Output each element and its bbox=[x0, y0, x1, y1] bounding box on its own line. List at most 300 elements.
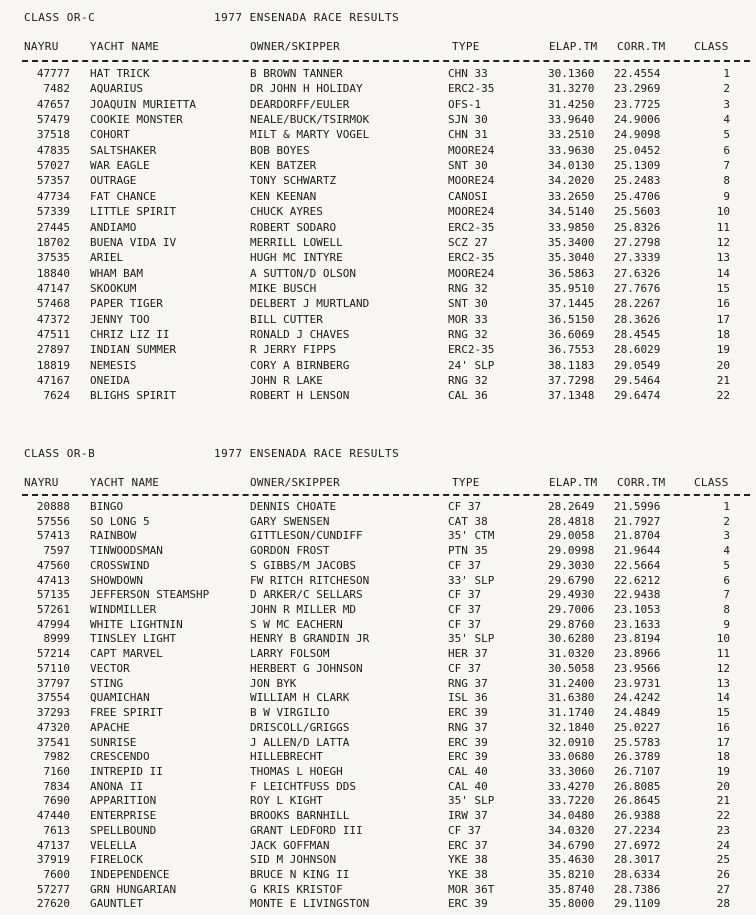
nayru-cell: 57027 bbox=[36, 159, 70, 173]
owner-skipper-cell: BOB BOYES bbox=[250, 143, 310, 157]
elapsed-time-cell: 29.6790 bbox=[548, 573, 595, 587]
type-cell: CF 37 bbox=[448, 603, 482, 617]
yacht-name-cell: WINDMILLER bbox=[90, 603, 157, 617]
class-rank-cell: 11 bbox=[716, 220, 730, 234]
owner-skipper-cell: JOHN R LAKE bbox=[250, 374, 323, 387]
class-rank-cell: 21 bbox=[716, 374, 730, 387]
class-rank-cell: 7 bbox=[723, 159, 730, 173]
nayru-cell: 37919 bbox=[36, 853, 70, 867]
elapsed-time-cell: 34.0130 bbox=[548, 159, 595, 173]
owner-skipper-cell: R JERRY FIPPS bbox=[250, 343, 337, 357]
elapsed-time-cell: 33.7220 bbox=[548, 794, 595, 808]
type-cell: IRW 37 bbox=[448, 809, 488, 823]
table-row bbox=[0, 691, 756, 706]
owner-skipper-cell: RONALD J CHAVES bbox=[250, 327, 350, 341]
nayru-cell: 47137 bbox=[36, 838, 70, 852]
results-title: 1977 ENSENADA RACE RESULTS bbox=[214, 447, 400, 460]
owner-skipper-cell: CORY A BIRNBERG bbox=[250, 358, 350, 372]
nayru-cell: 57479 bbox=[36, 113, 70, 127]
elapsed-time-cell: 35.9510 bbox=[548, 281, 595, 295]
yacht-name-cell: GRN HUNGARIAN bbox=[90, 882, 177, 896]
owner-skipper-cell: DELBERT J MURTLAND bbox=[250, 297, 370, 311]
nayru-cell: 37518 bbox=[36, 128, 70, 142]
type-cell: ERC 39 bbox=[448, 735, 488, 749]
nayru-cell: 47560 bbox=[36, 558, 70, 572]
owner-skipper-cell: MIKE BUSCH bbox=[250, 281, 317, 295]
yacht-name-cell: SO LONG 5 bbox=[90, 514, 150, 528]
owner-skipper-cell: B BROWN TANNER bbox=[250, 67, 343, 80]
nayru-cell: 57556 bbox=[36, 514, 70, 528]
type-cell: MOORE24 bbox=[448, 174, 495, 188]
yacht-name-cell: CRESCENDO bbox=[90, 750, 150, 764]
table-row bbox=[0, 897, 756, 912]
elapsed-time-cell: 31.0320 bbox=[548, 647, 595, 661]
header-divider bbox=[22, 494, 750, 496]
type-cell: 35' SLP bbox=[448, 632, 495, 646]
elapsed-time-cell: 30.1360 bbox=[548, 67, 595, 80]
yacht-name-cell: ARIEL bbox=[90, 251, 124, 265]
elapsed-time-cell: 35.8210 bbox=[548, 868, 595, 881]
table-row bbox=[0, 809, 756, 824]
elapsed-time-cell: 34.0320 bbox=[548, 823, 595, 837]
owner-skipper-cell: HILLEBRECHT bbox=[250, 750, 323, 764]
table-row bbox=[0, 647, 756, 662]
header-type: TYPE bbox=[452, 476, 480, 489]
yacht-name-cell: LITTLE SPIRIT bbox=[90, 205, 177, 219]
corrected-time-cell: 28.4545 bbox=[614, 327, 661, 341]
elapsed-time-cell: 28.2649 bbox=[548, 500, 595, 513]
class-rank-cell: 8 bbox=[723, 174, 730, 188]
yacht-name-cell: CHRIZ LIZ II bbox=[90, 327, 170, 341]
yacht-name-cell: PAPER TIGER bbox=[90, 297, 163, 311]
yacht-name-cell: COHORT bbox=[90, 128, 130, 142]
class-rank-cell: 13 bbox=[716, 676, 730, 690]
owner-skipper-cell: JOHN R MILLER MD bbox=[250, 603, 356, 617]
yacht-name-cell: BINGO bbox=[90, 500, 124, 513]
type-cell: SJN 30 bbox=[448, 113, 488, 127]
corrected-time-cell: 23.1053 bbox=[614, 603, 661, 617]
header-elapsed-time: ELAP.TM bbox=[549, 476, 598, 489]
owner-skipper-cell: S GIBBS/M JACOBS bbox=[250, 558, 356, 572]
table-row bbox=[0, 574, 756, 589]
yacht-name-cell: SPELLBOUND bbox=[90, 823, 157, 837]
nayru-cell: 37541 bbox=[36, 735, 70, 749]
corrected-time-cell: 25.0452 bbox=[614, 143, 661, 157]
table-row bbox=[0, 853, 756, 868]
type-cell: CHN 31 bbox=[448, 128, 488, 142]
class-rank-cell: 4 bbox=[723, 544, 730, 558]
results-title: 1977 ENSENADA RACE RESULTS bbox=[214, 11, 400, 24]
header-elapsed-time: ELAP.TM bbox=[549, 40, 598, 53]
nayru-cell: 57468 bbox=[36, 297, 70, 311]
nayru-cell: 18702 bbox=[36, 235, 70, 249]
class-rank-cell: 3 bbox=[723, 97, 730, 111]
nayru-cell: 47734 bbox=[36, 189, 70, 203]
owner-skipper-cell: HUGH MC INTYRE bbox=[250, 251, 343, 265]
nayru-cell: 37293 bbox=[36, 706, 70, 720]
nayru-cell: 57413 bbox=[36, 529, 70, 543]
type-cell: RNG 32 bbox=[448, 327, 488, 341]
owner-skipper-cell: GORDON FROST bbox=[250, 544, 330, 558]
yacht-name-cell: JEFFERSON STEAMSHP bbox=[90, 588, 210, 602]
yacht-name-cell: COOKIE MONSTER bbox=[90, 113, 183, 127]
yacht-name-cell: FAT CHANCE bbox=[90, 189, 157, 203]
class-rank-cell: 27 bbox=[716, 882, 730, 896]
type-cell: ERC2-35 bbox=[448, 251, 495, 265]
yacht-name-cell: ENTERPRISE bbox=[90, 809, 157, 823]
elapsed-time-cell: 30.5058 bbox=[548, 661, 595, 675]
nayru-cell: 7982 bbox=[43, 750, 70, 764]
yacht-name-cell: WHITE LIGHTNIN bbox=[90, 617, 183, 631]
type-cell: SNT 30 bbox=[448, 159, 488, 173]
nayru-cell: 37797 bbox=[36, 676, 70, 690]
yacht-name-cell: APPARITION bbox=[90, 794, 157, 808]
yacht-name-cell: SHOWDOWN bbox=[90, 573, 143, 587]
class-rank-cell: 1 bbox=[723, 500, 730, 513]
type-cell: ISL 36 bbox=[448, 691, 488, 705]
table-row bbox=[0, 868, 756, 883]
class-rank-cell: 23 bbox=[716, 823, 730, 837]
elapsed-time-cell: 29.0058 bbox=[548, 529, 595, 543]
table-row bbox=[0, 500, 756, 515]
type-cell: SCZ 27 bbox=[448, 235, 488, 249]
elapsed-time-cell: 29.4930 bbox=[548, 588, 595, 602]
type-cell: OFS-1 bbox=[448, 97, 482, 111]
class-rank-cell: 7 bbox=[723, 588, 730, 602]
table-row bbox=[0, 839, 756, 854]
elapsed-time-cell: 37.7298 bbox=[548, 374, 595, 387]
class-rank-cell: 15 bbox=[716, 281, 730, 295]
type-cell: CANOSI bbox=[448, 189, 488, 203]
type-cell: ERC 37 bbox=[448, 838, 488, 852]
yacht-name-cell: NEMESIS bbox=[90, 358, 137, 372]
type-cell: RNG 37 bbox=[448, 720, 488, 734]
owner-skipper-cell: G KRIS KRISTOF bbox=[250, 882, 343, 896]
corrected-time-cell: 27.2234 bbox=[614, 823, 661, 837]
owner-skipper-cell: D ARKER/C SELLARS bbox=[250, 588, 363, 602]
corrected-time-cell: 25.5603 bbox=[614, 205, 661, 219]
elapsed-time-cell: 38.1183 bbox=[548, 358, 595, 372]
type-cell: YKE 38 bbox=[448, 853, 488, 867]
type-cell: PTN 35 bbox=[448, 544, 488, 558]
nayru-cell: 8999 bbox=[43, 632, 70, 646]
nayru-cell: 57339 bbox=[36, 205, 70, 219]
elapsed-time-cell: 35.8740 bbox=[548, 882, 595, 896]
corrected-time-cell: 26.7107 bbox=[614, 764, 661, 778]
class-rank-cell: 1 bbox=[723, 67, 730, 80]
corrected-time-cell: 29.5464 bbox=[614, 374, 661, 387]
class-rank-cell: 28 bbox=[716, 897, 730, 911]
owner-skipper-cell: B W VIRGILIO bbox=[250, 706, 330, 720]
table-row bbox=[0, 794, 756, 809]
owner-skipper-cell: KEN BATZER bbox=[250, 159, 317, 173]
yacht-name-cell: INTREPID II bbox=[90, 764, 163, 778]
table-row bbox=[0, 706, 756, 721]
class-rank-cell: 18 bbox=[716, 327, 730, 341]
type-cell: CAL 40 bbox=[448, 764, 488, 778]
nayru-cell: 47320 bbox=[36, 720, 70, 734]
corrected-time-cell: 27.3339 bbox=[614, 251, 661, 265]
owner-skipper-cell: LARRY FOLSOM bbox=[250, 647, 330, 661]
class-rank-cell: 19 bbox=[716, 764, 730, 778]
table-row bbox=[0, 780, 756, 795]
elapsed-time-cell: 36.5863 bbox=[548, 266, 595, 280]
corrected-time-cell: 23.8194 bbox=[614, 632, 661, 646]
corrected-time-cell: 26.9388 bbox=[614, 809, 661, 823]
type-cell: CF 37 bbox=[448, 500, 482, 513]
class-rank-cell: 5 bbox=[723, 128, 730, 142]
header-yacht-name: YACHT NAME bbox=[90, 40, 160, 53]
elapsed-time-cell: 30.6280 bbox=[548, 632, 595, 646]
corrected-time-cell: 22.5664 bbox=[614, 558, 661, 572]
owner-skipper-cell: BROOKS BARNHILL bbox=[250, 809, 350, 823]
table-row bbox=[0, 824, 756, 839]
class-rank-cell: 21 bbox=[716, 794, 730, 808]
nayru-cell: 27897 bbox=[36, 343, 70, 357]
class-rank-cell: 12 bbox=[716, 235, 730, 249]
elapsed-time-cell: 33.3060 bbox=[548, 764, 595, 778]
type-cell: CAT 38 bbox=[448, 514, 488, 528]
elapsed-time-cell: 36.6069 bbox=[548, 327, 595, 341]
corrected-time-cell: 23.9566 bbox=[614, 661, 661, 675]
type-cell: HER 37 bbox=[448, 647, 488, 661]
yacht-name-cell: QUAMICHAN bbox=[90, 691, 150, 705]
elapsed-time-cell: 33.2650 bbox=[548, 189, 595, 203]
owner-skipper-cell: DENNIS CHOATE bbox=[250, 500, 337, 513]
yacht-name-cell: WAR EAGLE bbox=[90, 159, 150, 173]
elapsed-time-cell: 31.6380 bbox=[548, 691, 595, 705]
owner-skipper-cell: DR JOHN H HOLIDAY bbox=[250, 82, 363, 96]
corrected-time-cell: 28.3626 bbox=[614, 312, 661, 326]
class-label: CLASS OR-C bbox=[24, 11, 96, 24]
class-rank-cell: 19 bbox=[716, 343, 730, 357]
type-cell: MOORE24 bbox=[448, 266, 495, 280]
yacht-name-cell: INDIAN SUMMER bbox=[90, 343, 177, 357]
table-row bbox=[0, 588, 756, 603]
type-cell: RNG 32 bbox=[448, 281, 488, 295]
elapsed-time-cell: 33.9850 bbox=[548, 220, 595, 234]
elapsed-time-cell: 35.3400 bbox=[548, 235, 595, 249]
type-cell: MOORE24 bbox=[448, 205, 495, 219]
elapsed-time-cell: 29.8760 bbox=[548, 617, 595, 631]
elapsed-time-cell: 34.0480 bbox=[548, 809, 595, 823]
header-nayru: NAYRU bbox=[24, 476, 59, 489]
corrected-time-cell: 22.9438 bbox=[614, 588, 661, 602]
owner-skipper-cell: MILT & MARTY VOGEL bbox=[250, 128, 370, 142]
corrected-time-cell: 28.3017 bbox=[614, 853, 661, 867]
class-rank-cell: 10 bbox=[716, 632, 730, 646]
class-rank-cell: 9 bbox=[723, 617, 730, 631]
owner-skipper-cell: SID M JOHNSON bbox=[250, 853, 337, 867]
corrected-time-cell: 25.1309 bbox=[614, 159, 661, 173]
yacht-name-cell: ANDIAMO bbox=[90, 220, 137, 234]
corrected-time-cell: 24.9098 bbox=[614, 128, 661, 142]
class-rank-cell: 15 bbox=[716, 706, 730, 720]
header-corrected-time: CORR.TM bbox=[617, 40, 666, 53]
class-rank-cell: 26 bbox=[716, 868, 730, 881]
corrected-time-cell: 29.6474 bbox=[614, 389, 661, 403]
elapsed-time-cell: 34.6790 bbox=[548, 838, 595, 852]
table-row bbox=[0, 603, 756, 618]
corrected-time-cell: 23.1633 bbox=[614, 617, 661, 631]
type-cell: ERC2-35 bbox=[448, 220, 495, 234]
type-cell: 24' SLP bbox=[448, 358, 495, 372]
corrected-time-cell: 25.0227 bbox=[614, 720, 661, 734]
yacht-name-cell: OUTRAGE bbox=[90, 174, 137, 188]
class-rank-cell: 17 bbox=[716, 735, 730, 749]
elapsed-time-cell: 33.2510 bbox=[548, 128, 595, 142]
yacht-name-cell: TINWOODSMAN bbox=[90, 544, 163, 558]
owner-skipper-cell: KEN KEENAN bbox=[250, 189, 317, 203]
elapsed-time-cell: 32.1840 bbox=[548, 720, 595, 734]
table-row bbox=[0, 618, 756, 633]
class-rank-cell: 18 bbox=[716, 750, 730, 764]
class-label: CLASS OR-B bbox=[24, 447, 96, 460]
nayru-cell: 47440 bbox=[36, 809, 70, 823]
table-row bbox=[0, 736, 756, 751]
type-cell: MOORE24 bbox=[448, 143, 495, 157]
table-row bbox=[0, 544, 756, 559]
nayru-cell: 47994 bbox=[36, 617, 70, 631]
type-cell: CHN 33 bbox=[448, 67, 488, 80]
class-rank-cell: 14 bbox=[716, 266, 730, 280]
owner-skipper-cell: DEARDORFF/EULER bbox=[250, 97, 350, 111]
corrected-time-cell: 24.9006 bbox=[614, 113, 661, 127]
nayru-cell: 37554 bbox=[36, 691, 70, 705]
elapsed-time-cell: 36.7553 bbox=[548, 343, 595, 357]
class-rank-cell: 16 bbox=[716, 297, 730, 311]
yacht-name-cell: HAT TRICK bbox=[90, 67, 150, 80]
yacht-name-cell: RAINBOW bbox=[90, 529, 137, 543]
class-rank-cell: 20 bbox=[716, 358, 730, 372]
yacht-name-cell: BLIGHS SPIRIT bbox=[90, 389, 177, 403]
elapsed-time-cell: 33.0680 bbox=[548, 750, 595, 764]
class-rank-cell: 3 bbox=[723, 529, 730, 543]
owner-skipper-cell: ROBERT H LENSON bbox=[250, 389, 350, 403]
corrected-time-cell: 21.8704 bbox=[614, 529, 661, 543]
type-cell: SNT 30 bbox=[448, 297, 488, 311]
type-cell: RNG 37 bbox=[448, 676, 488, 690]
header-class: CLASS bbox=[694, 40, 729, 53]
type-cell: 33' SLP bbox=[448, 573, 495, 587]
corrected-time-cell: 28.6029 bbox=[614, 343, 661, 357]
corrected-time-cell: 24.4242 bbox=[614, 691, 661, 705]
elapsed-time-cell: 36.5150 bbox=[548, 312, 595, 326]
nayru-cell: 47413 bbox=[36, 573, 70, 587]
class-rank-cell: 20 bbox=[716, 779, 730, 793]
owner-skipper-cell: GRANT LEDFORD III bbox=[250, 823, 363, 837]
elapsed-time-cell: 31.2400 bbox=[548, 676, 595, 690]
corrected-time-cell: 21.5996 bbox=[614, 500, 661, 513]
type-cell: MOR 36T bbox=[448, 882, 495, 896]
elapsed-time-cell: 33.9630 bbox=[548, 143, 595, 157]
nayru-cell: 47657 bbox=[36, 97, 70, 111]
yacht-name-cell: FIRELOCK bbox=[90, 853, 143, 867]
table-row bbox=[0, 765, 756, 780]
type-cell: ERC 39 bbox=[448, 706, 488, 720]
nayru-cell: 47167 bbox=[36, 374, 70, 387]
elapsed-time-cell: 35.3040 bbox=[548, 251, 595, 265]
elapsed-time-cell: 37.1348 bbox=[548, 389, 595, 403]
table-row bbox=[0, 662, 756, 677]
owner-skipper-cell: JON BYK bbox=[250, 676, 297, 690]
owner-skipper-cell: THOMAS L HOEGH bbox=[250, 764, 343, 778]
class-rank-cell: 22 bbox=[716, 389, 730, 403]
owner-skipper-cell: FW RITCH RITCHESON bbox=[250, 573, 370, 587]
yacht-name-cell: TINSLEY LIGHT bbox=[90, 632, 177, 646]
corrected-time-cell: 25.5783 bbox=[614, 735, 661, 749]
nayru-cell: 7600 bbox=[43, 868, 70, 881]
owner-skipper-cell: CHUCK AYRES bbox=[250, 205, 323, 219]
owner-skipper-cell: HERBERT G JOHNSON bbox=[250, 661, 363, 675]
yacht-name-cell: CROSSWIND bbox=[90, 558, 150, 572]
class-rank-cell: 16 bbox=[716, 720, 730, 734]
corrected-time-cell: 26.3789 bbox=[614, 750, 661, 764]
yacht-name-cell: SKOOKUM bbox=[90, 281, 137, 295]
nayru-cell: 47835 bbox=[36, 143, 70, 157]
table-row bbox=[0, 515, 756, 530]
owner-skipper-cell: NEALE/BUCK/TSIRMOK bbox=[250, 113, 370, 127]
class-rank-cell: 12 bbox=[716, 661, 730, 675]
nayru-cell: 57261 bbox=[36, 603, 70, 617]
owner-skipper-cell: WILLIAM H CLARK bbox=[250, 691, 350, 705]
type-cell: CAL 36 bbox=[448, 389, 488, 403]
elapsed-time-cell: 37.1445 bbox=[548, 297, 595, 311]
elapsed-time-cell: 31.1740 bbox=[548, 706, 595, 720]
class-rank-cell: 22 bbox=[716, 809, 730, 823]
header-owner-skipper: OWNER/SKIPPER bbox=[250, 476, 340, 489]
yacht-name-cell: WHAM BAM bbox=[90, 266, 143, 280]
class-rank-cell: 8 bbox=[723, 603, 730, 617]
class-rank-cell: 5 bbox=[723, 558, 730, 572]
type-cell: 35' SLP bbox=[448, 794, 495, 808]
yacht-name-cell: APACHE bbox=[90, 720, 130, 734]
class-rank-cell: 10 bbox=[716, 205, 730, 219]
yacht-name-cell: SUNRISE bbox=[90, 735, 137, 749]
yacht-name-cell: FREE SPIRIT bbox=[90, 706, 163, 720]
nayru-cell: 47511 bbox=[36, 327, 70, 341]
nayru-cell: 7597 bbox=[43, 544, 70, 558]
type-cell: CAL 40 bbox=[448, 779, 488, 793]
class-rank-cell: 6 bbox=[723, 143, 730, 157]
class-rank-cell: 9 bbox=[723, 189, 730, 203]
type-cell: RNG 32 bbox=[448, 374, 488, 387]
owner-skipper-cell: J ALLEN/D LATTA bbox=[250, 735, 350, 749]
class-rank-cell: 2 bbox=[723, 514, 730, 528]
table-row bbox=[0, 632, 756, 647]
type-cell: ERC 39 bbox=[448, 750, 488, 764]
corrected-time-cell: 25.8326 bbox=[614, 220, 661, 234]
yacht-name-cell: SALTSHAKER bbox=[90, 143, 157, 157]
nayru-cell: 18840 bbox=[36, 266, 70, 280]
type-cell: ERC2-35 bbox=[448, 343, 495, 357]
nayru-cell: 57357 bbox=[36, 174, 70, 188]
owner-skipper-cell: MERRILL LOWELL bbox=[250, 235, 343, 249]
elapsed-time-cell: 29.7006 bbox=[548, 603, 595, 617]
header-nayru: NAYRU bbox=[24, 40, 59, 53]
owner-skipper-cell: ROY L KIGHT bbox=[250, 794, 323, 808]
corrected-time-cell: 24.4849 bbox=[614, 706, 661, 720]
table-row bbox=[0, 677, 756, 692]
nayru-cell: 7624 bbox=[43, 389, 70, 403]
yacht-name-cell: GAUNTLET bbox=[90, 897, 143, 911]
corrected-time-cell: 27.6326 bbox=[614, 266, 661, 280]
corrected-time-cell: 22.4554 bbox=[614, 67, 661, 80]
corrected-time-cell: 27.7676 bbox=[614, 281, 661, 295]
elapsed-time-cell: 35.4630 bbox=[548, 853, 595, 867]
elapsed-time-cell: 28.4818 bbox=[548, 514, 595, 528]
type-cell: ERC 39 bbox=[448, 897, 488, 911]
